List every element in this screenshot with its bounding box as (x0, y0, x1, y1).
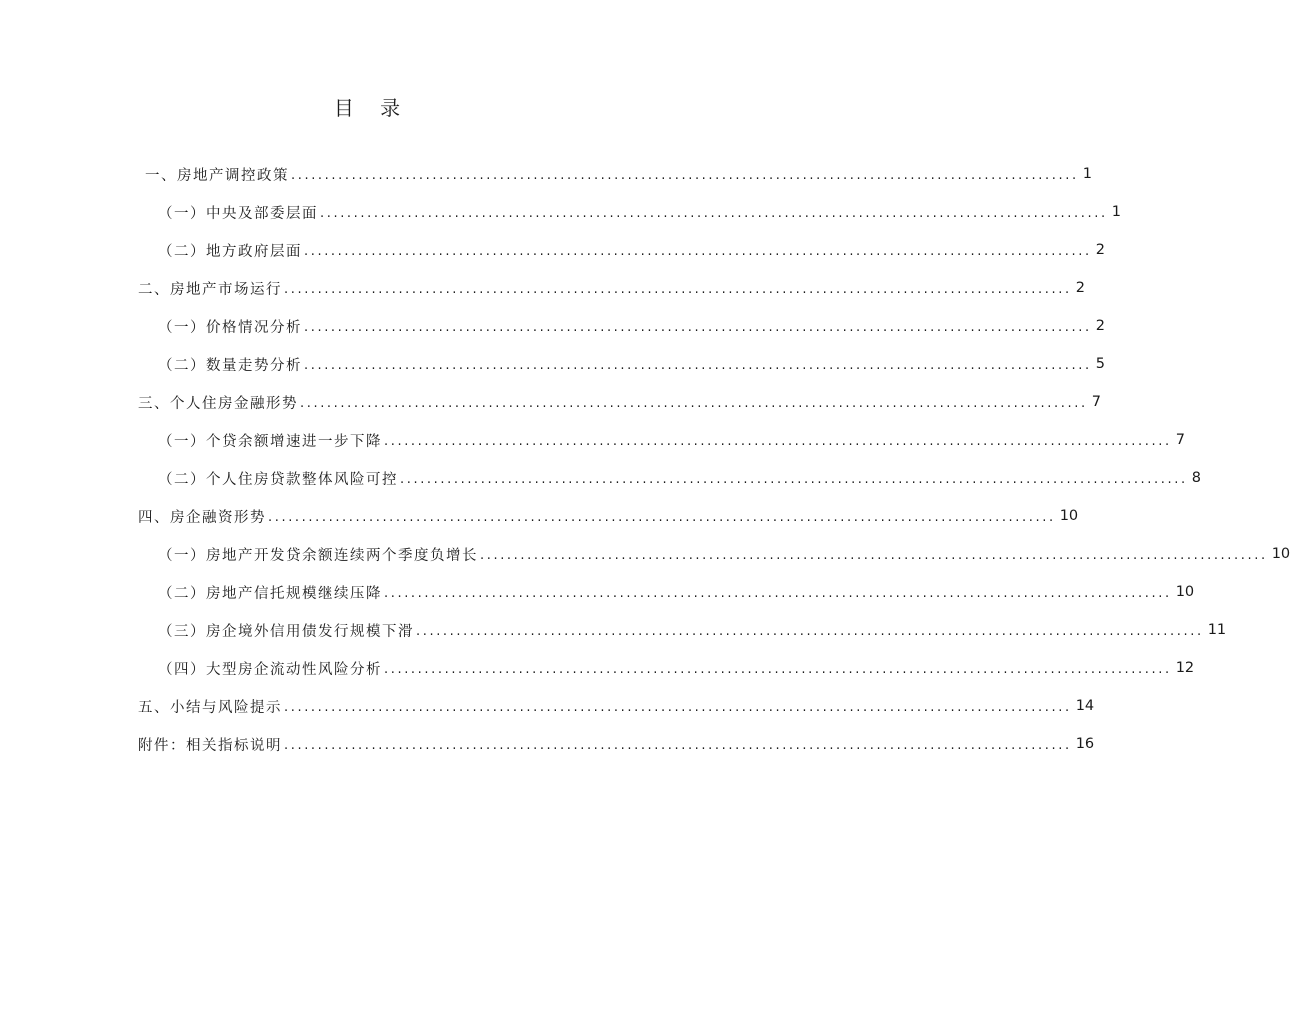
toc-entry[interactable] (158, 199, 1121, 225)
toc-entry-label: （四）大型房企流动性风险分析 (158, 661, 382, 678)
toc-entry-label: 五、小结与风险提示 (138, 699, 282, 716)
toc-entry-label: 四、房企融资形势 (138, 509, 266, 526)
toc-page-number: 10 (1271, 546, 1290, 562)
toc-dot-leader: ..................................................................................................................... (304, 243, 1092, 259)
toc-page-number: 8 (1191, 470, 1201, 486)
toc-entry-label: 一、房地产调控政策 (145, 167, 289, 184)
toc-entry-label: （二）个人住房贷款整体风险可控 (158, 471, 398, 488)
toc-page-number: 10 (1175, 584, 1195, 600)
toc-dot-leader: ..................................................................................................................... (284, 699, 1072, 715)
toc-entry[interactable] (138, 389, 1101, 415)
toc-entry[interactable] (158, 617, 1227, 643)
toc-entry-label: （二）地方政府层面 (158, 243, 302, 260)
toc-entry[interactable] (138, 503, 1079, 529)
toc-entry[interactable] (138, 731, 1095, 757)
toc-dot-leader: ..................................................................................................................... (300, 395, 1088, 411)
toc-dot-leader: ..................................................................................................................... (384, 585, 1172, 601)
toc-dot-leader: ..................................................................................................................... (268, 509, 1056, 525)
toc-dot-leader: ..................................................................................................................... (320, 205, 1108, 221)
toc-page-number: 7 (1175, 432, 1185, 448)
toc-entry-label: （一）个贷余额增速进一步下降 (158, 433, 382, 450)
toc-entry[interactable] (158, 427, 1185, 453)
toc-dot-leader: ..................................................................................................................... (384, 661, 1172, 677)
toc-dot-leader: ..................................................................................................................... (416, 623, 1204, 639)
toc-entry[interactable] (158, 541, 1290, 567)
toc-dot-leader: ..................................................................................................................... (284, 281, 1072, 297)
toc-page-number: 2 (1095, 242, 1105, 258)
toc-entry[interactable] (158, 579, 1195, 605)
toc-dot-leader: ..................................................................................................................... (384, 433, 1172, 449)
toc-entry-label: （一）价格情况分析 (158, 319, 302, 336)
toc-dot-leader: ..................................................................................................................... (284, 737, 1072, 753)
toc-page-number: 7 (1091, 394, 1101, 410)
toc-entry-label: 三、个人住房金融形势 (138, 395, 298, 412)
toc-page-number: 14 (1075, 698, 1095, 714)
toc-title: 目 录 (333, 96, 411, 120)
toc-page-number: 2 (1095, 318, 1105, 334)
toc-entry[interactable] (158, 351, 1105, 377)
toc-entry-label: （二）房地产信托规模继续压降 (158, 585, 382, 602)
toc-entry[interactable] (145, 161, 1092, 187)
toc-entry-label: 二、房地产市场运行 (138, 281, 282, 298)
toc-entry-label: （一）房地产开发贷余额连续两个季度负增长 (158, 547, 478, 564)
toc-page-number: 5 (1095, 356, 1105, 372)
toc-page-number: 1 (1111, 204, 1121, 220)
toc-page-number: 12 (1175, 660, 1195, 676)
toc-entry[interactable] (138, 275, 1085, 301)
toc-entry[interactable] (158, 465, 1201, 491)
toc-entry[interactable] (158, 313, 1105, 339)
toc-entry-label: （二）数量走势分析 (158, 357, 302, 374)
toc-page-number: 11 (1207, 622, 1227, 638)
toc-page-number: 10 (1059, 508, 1079, 524)
toc-page-number: 2 (1075, 280, 1085, 296)
toc-page-number: 16 (1075, 736, 1095, 752)
toc-dot-leader: ..................................................................................................................... (304, 357, 1092, 373)
toc-entry-label: 附件：相关指标说明 (138, 737, 282, 754)
toc-entry-label: （一）中央及部委层面 (158, 205, 318, 222)
toc-entry-label: （三）房企境外信用债发行规模下滑 (158, 623, 414, 640)
toc-dot-leader: ..................................................................................................................... (291, 167, 1079, 183)
toc-dot-leader: ..................................................................................................................... (480, 547, 1268, 563)
toc-dot-leader: ..................................................................................................................... (400, 471, 1188, 487)
toc-entry[interactable] (158, 655, 1195, 681)
toc-page-number: 1 (1082, 166, 1092, 182)
toc-dot-leader: ..................................................................................................................... (304, 319, 1092, 335)
toc-entry[interactable] (158, 237, 1105, 263)
toc-entry[interactable] (138, 693, 1095, 719)
